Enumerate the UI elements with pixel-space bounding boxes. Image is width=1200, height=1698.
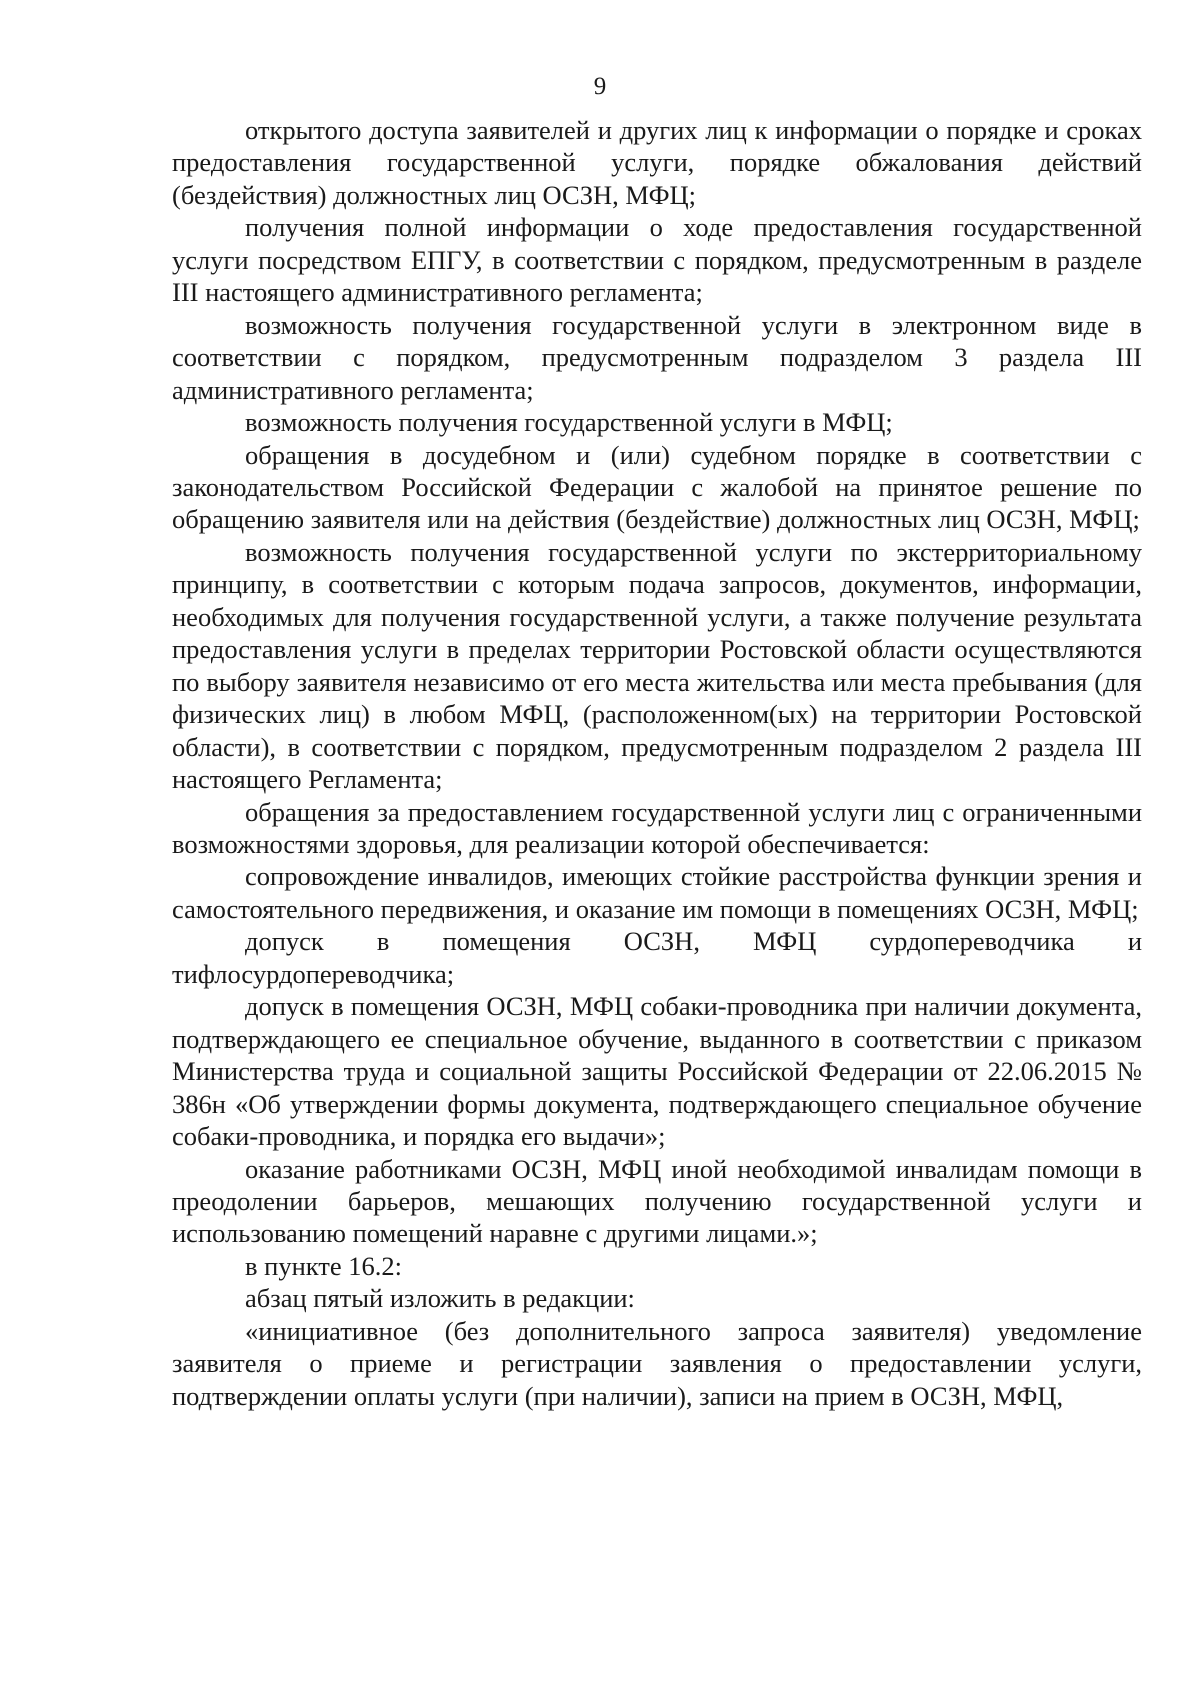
paragraph: обращения в досудебном и (или) судебном порядке в соответствии с законодательством Российской Федерации с жалобой на принятое решение по обращению заявителя или на действия (бездействие) должностных лиц ОСЗН, МФЦ; — [172, 439, 1142, 535]
paragraph: абзац пятый изложить в редакции: — [245, 1283, 635, 1314]
paragraph: допуск в помещения ОСЗН, МФЦ сурдопереводчика и тифлосурдопереводчика; — [172, 926, 1142, 989]
document-body — [172, 114, 1142, 1412]
paragraph: открытого доступа заявителей и других лиц к информации о порядке и сроках предоставления государственной услуги, порядке обжалования действий (бездействия) должностных лиц ОСЗН, МФЦ; — [172, 115, 1142, 210]
page-number: 9 — [593, 73, 607, 100]
paragraph: сопровождение инвалидов, имеющих стойкие расстройства функции зрения и самостоятельного передвижения, и оказание им помощи в помещениях ОСЗН, МФЦ; — [172, 861, 1142, 924]
paragraph: «инициативное (без дополнительного запроса заявителя) уведомление заявителя о приеме и регистрации заявления о предоставлении услуги, подтверждении оплаты услуги (при наличии), записи на прием в ОСЗН, МФЦ, — [172, 1315, 1142, 1411]
paragraph: возможность получения государственной услуги в электронном виде в соответствии с порядком, предусмотренным подразделом 3 раздела III административного регламента; — [172, 309, 1142, 405]
paragraph: допуск в помещения ОСЗН, МФЦ собаки-проводника при наличии документа, подтверждающего ее специальное обучение, выданного в соответствии с приказом Министерства труда и социальной защиты Российской Федерации от 22.06.2015 № 386н «Об утверждении формы документа, подтверждающего специальное обучение собаки-проводника, и порядка его выдачи»; — [172, 991, 1142, 1152]
paragraph: возможность получения государственной услуги по экстерриториальному принципу, в соответствии с которым подача запросов, документов, информации, необходимых для получения государственной услуги, а также получение результата предоставления услуги в пределах территории Ростовской области осуществляются по выбору заявителя независимо от его места жительства или места пребывания (для физических лиц) в любом МФЦ, (расположенном(ых) на территории Ростовской области), в соответствии с порядком, предусмотренным подразделом 2 раздела III настоящего Регламента; — [172, 536, 1142, 795]
paragraph: в пункте 16.2: — [245, 1250, 402, 1281]
paragraph: возможность получения государственной услуги в МФЦ; — [245, 407, 893, 438]
paragraph: обращения за предоставлением государственной услуги лиц с ограниченными возможностями здоровья, для реализации которой обеспечивается: — [172, 796, 1142, 859]
paragraph: получения полной информации о ходе предоставления государственной услуги посредством ЕПГУ, в соответствии с порядком, предусмотренным в разделе III настоящего административного регламента; — [172, 212, 1142, 308]
paragraph: оказание работниками ОСЗН, МФЦ иной необходимой инвалидам помощи в преодолении барьеров, мешающих получению государственной услуги и использованию помещений наравне с другими лицами.»; — [172, 1153, 1142, 1249]
